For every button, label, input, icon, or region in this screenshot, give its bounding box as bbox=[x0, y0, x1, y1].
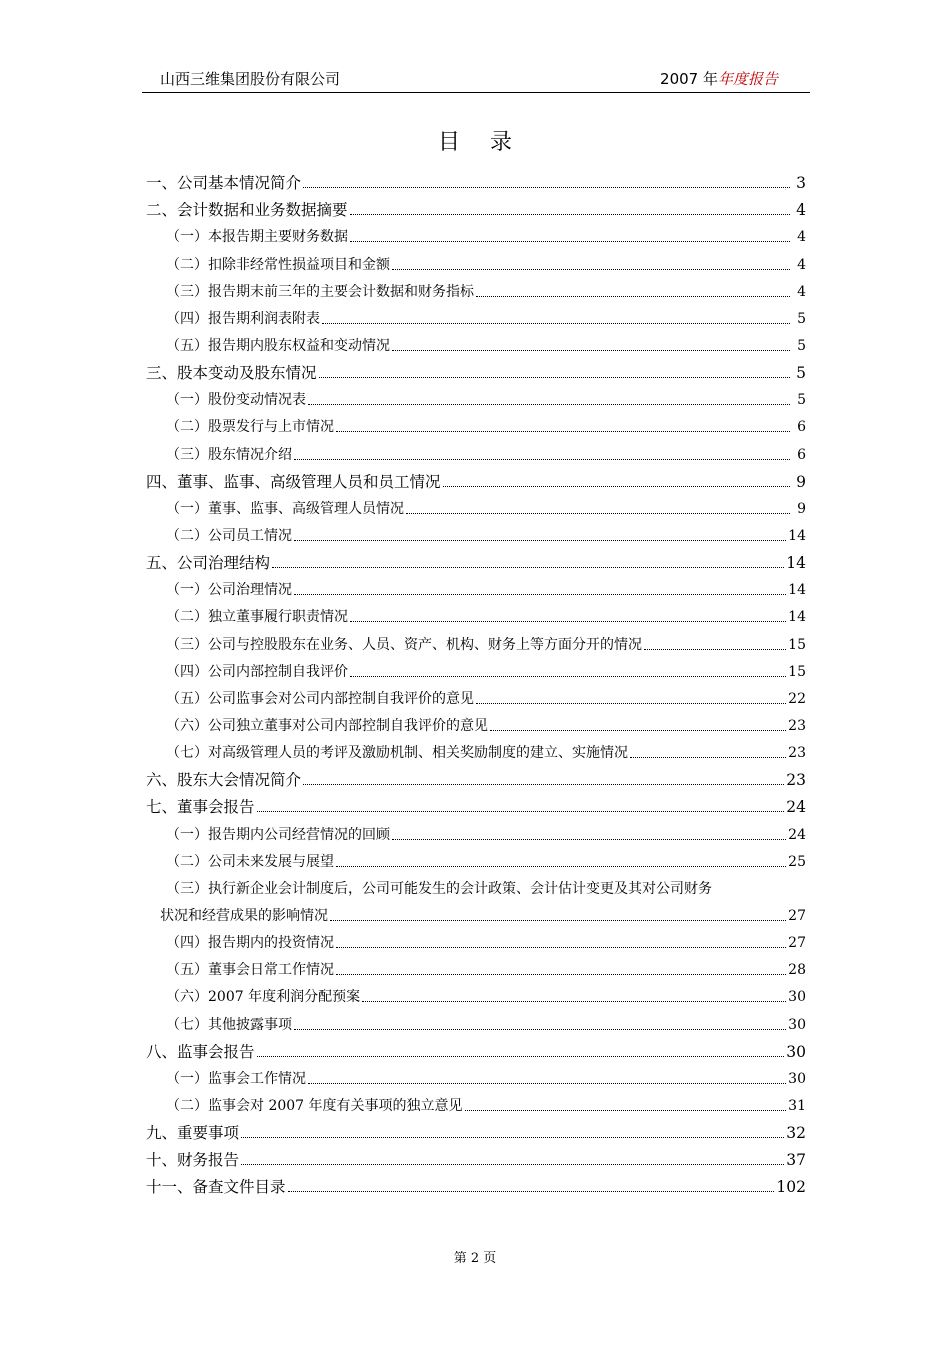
toc-leader-dots bbox=[350, 620, 786, 622]
header-year: 2007 年 bbox=[660, 70, 718, 88]
toc-leader-dots bbox=[465, 1109, 787, 1111]
toc-entry-label: （二）监事会对 2007 年度有关事项的独立意见 bbox=[166, 1097, 463, 1114]
toc-entry-label: （七）对高级管理人员的考评及激励机制、相关奖励制度的建立、实施情况 bbox=[166, 745, 628, 762]
toc-leader-dots bbox=[406, 512, 790, 514]
toc-entry-page: 5 bbox=[796, 364, 806, 383]
toc-leader-dots bbox=[330, 919, 786, 921]
page-header bbox=[142, 64, 810, 93]
toc-leader-dots bbox=[443, 485, 790, 487]
toc-entry-label: （五）董事会日常工作情况 bbox=[166, 962, 334, 979]
toc-entry[interactable] bbox=[142, 546, 810, 573]
toc-entry[interactable] bbox=[142, 1062, 810, 1089]
toc-entry-label: 四、董事、监事、高级管理人员和员工情况 bbox=[146, 472, 441, 491]
toc-entry-page: 27 bbox=[788, 907, 806, 924]
toc-entry-page: 4 bbox=[796, 201, 806, 220]
toc-entry-label: （五）公司监事会对公司内部控制自我评价的意见 bbox=[166, 690, 474, 707]
toc-entry-page: 6 bbox=[797, 446, 806, 463]
toc-entry-label: （三）报告期末前三年的主要会计数据和财务指标 bbox=[166, 283, 474, 300]
toc-entry-label: 五、公司治理结构 bbox=[146, 554, 271, 573]
toc-entry-page: 4 bbox=[797, 229, 806, 246]
toc-entry[interactable] bbox=[142, 193, 810, 220]
toc-entry-page: 22 bbox=[788, 690, 806, 707]
toc-entry-label: 十一、备查文件目录 bbox=[146, 1178, 286, 1197]
toc-leader-dots bbox=[350, 240, 790, 242]
toc-entry[interactable] bbox=[142, 1116, 810, 1143]
toc-entry-label: （三）公司与控股股东在业务、人员、资产、机构、财务上等方面分开的情况 bbox=[166, 636, 642, 653]
toc-entry-page: 14 bbox=[788, 527, 806, 544]
toc-entry-page: 15 bbox=[788, 636, 806, 653]
toc-entry-label: （三）执行新企业会计制度后，公司可能发生的会计政策、会计估计变更及其对公司财务 bbox=[166, 880, 712, 897]
toc-leader-dots bbox=[308, 403, 790, 405]
toc-entry-page: 15 bbox=[788, 663, 806, 680]
toc-entry-label: （二）公司未来发展与展望 bbox=[166, 853, 334, 870]
header-report: 年度报告 bbox=[717, 70, 778, 88]
toc-leader-dots bbox=[257, 1055, 785, 1057]
toc-leader-dots bbox=[257, 810, 785, 812]
toc-entry[interactable] bbox=[142, 166, 810, 193]
page-title: 目录 bbox=[437, 130, 542, 155]
toc-entry[interactable] bbox=[142, 275, 810, 302]
toc-entry-label: （一）股份变动情况表 bbox=[166, 392, 306, 409]
toc-entry-label: （四）公司内部控制自我评价 bbox=[166, 663, 348, 680]
toc-entry-label: （一）公司治理情况 bbox=[166, 582, 292, 599]
toc-entry-label: （六）公司独立董事对公司内部控制自我评价的意见 bbox=[166, 717, 488, 734]
toc-entry[interactable] bbox=[142, 926, 810, 953]
toc-leader-dots bbox=[303, 186, 790, 188]
toc-entry[interactable] bbox=[142, 1007, 810, 1034]
toc-entry-label: 二、会计数据和业务数据摘要 bbox=[146, 201, 348, 220]
toc-entry-page: 23 bbox=[786, 771, 806, 790]
toc-entry-label: 六、股东大会情况简介 bbox=[146, 771, 302, 790]
toc-entry-page: 37 bbox=[786, 1151, 806, 1170]
toc-entry-page: 30 bbox=[788, 1070, 806, 1087]
toc-entry-label: （三）股东情况介绍 bbox=[166, 446, 292, 463]
toc-leader-dots bbox=[392, 349, 790, 351]
toc-entry[interactable] bbox=[142, 437, 810, 464]
toc-entry-page: 14 bbox=[786, 554, 806, 573]
toc-entry-page: 5 bbox=[797, 392, 806, 409]
toc-entry[interactable] bbox=[142, 1143, 810, 1170]
toc-entry[interactable] bbox=[142, 655, 810, 682]
toc-entry-page: 31 bbox=[788, 1097, 806, 1114]
toc-entry[interactable] bbox=[142, 247, 810, 274]
toc-leader-dots bbox=[350, 213, 790, 215]
toc-entry-label: （二）扣除非经常性损益项目和金额 bbox=[166, 256, 390, 273]
toc-entry[interactable] bbox=[142, 709, 810, 736]
toc-entry-label: （二）独立董事履行职责情况 bbox=[166, 609, 348, 626]
toc-leader-dots bbox=[303, 783, 784, 785]
toc-entry-page: 3 bbox=[796, 174, 806, 193]
toc-entry[interactable] bbox=[142, 899, 810, 926]
table-of-contents bbox=[142, 166, 810, 1197]
toc-entry-label: （二）公司员工情况 bbox=[166, 527, 292, 544]
toc-entry[interactable] bbox=[142, 492, 810, 519]
toc-entry-label: （五）报告期内股东权益和变动情况 bbox=[166, 337, 390, 354]
toc-entry-label: 三、股本变动及股东情况 bbox=[146, 364, 317, 383]
header-company: 山西三维集团股份有限公司 bbox=[160, 70, 341, 88]
toc-entry-label: 状况和经营成果的影响情况 bbox=[160, 907, 328, 924]
toc-entry-label: （一）本报告期主要财务数据 bbox=[166, 229, 348, 246]
toc-entry-label: （一）董事、监事、高级管理人员情况 bbox=[166, 500, 404, 517]
toc-entry[interactable] bbox=[142, 953, 810, 980]
toc-entry[interactable] bbox=[142, 356, 810, 383]
toc-entry-label: （二）股票发行与上市情况 bbox=[166, 419, 334, 436]
toc-entry-page: 32 bbox=[786, 1124, 806, 1143]
toc-leader-dots bbox=[350, 675, 786, 677]
toc-entry-page: 5 bbox=[797, 337, 806, 354]
toc-entry[interactable] bbox=[142, 519, 810, 546]
toc-entry[interactable] bbox=[142, 817, 810, 844]
page-number: 第 2 页 bbox=[453, 1251, 497, 1266]
toc-entry[interactable] bbox=[142, 980, 810, 1007]
toc-entry-label: （四）报告期利润表附表 bbox=[166, 310, 320, 327]
toc-entry[interactable] bbox=[142, 410, 810, 437]
toc-leader-dots bbox=[644, 648, 786, 650]
toc-entry[interactable] bbox=[142, 627, 810, 654]
toc-leader-dots bbox=[322, 322, 790, 324]
toc-entry-label: 七、董事会报告 bbox=[146, 798, 255, 817]
toc-leader-dots bbox=[319, 376, 790, 378]
toc-entry[interactable] bbox=[142, 465, 810, 492]
toc-leader-dots bbox=[362, 1000, 786, 1002]
toc-entry[interactable] bbox=[142, 845, 810, 872]
toc-entry-page: 14 bbox=[788, 582, 806, 599]
toc-leader-dots bbox=[630, 756, 786, 758]
toc-entry[interactable] bbox=[142, 682, 810, 709]
toc-entry-label: （六）2007 年度利润分配预案 bbox=[166, 989, 361, 1006]
toc-entry-page: 30 bbox=[786, 1042, 806, 1061]
toc-entry[interactable] bbox=[142, 1089, 810, 1116]
toc-entry-page: 23 bbox=[788, 717, 806, 734]
toc-leader-dots bbox=[288, 1190, 775, 1192]
toc-leader-dots bbox=[490, 729, 786, 731]
toc-leader-dots bbox=[392, 268, 790, 270]
toc-entry[interactable] bbox=[142, 329, 810, 356]
toc-entry[interactable] bbox=[142, 600, 810, 627]
toc-leader-dots bbox=[336, 973, 786, 975]
toc-entry-page: 14 bbox=[788, 609, 806, 626]
toc-entry-page: 4 bbox=[797, 256, 806, 273]
toc-entry-page: 25 bbox=[788, 853, 806, 870]
toc-leader-dots bbox=[294, 1028, 786, 1030]
toc-entry-label: （一）监事会工作情况 bbox=[166, 1070, 306, 1087]
toc-leader-dots bbox=[241, 1163, 784, 1165]
header-report-title bbox=[660, 68, 778, 89]
toc-entry[interactable] bbox=[142, 1035, 810, 1062]
toc-entry-label: 一、公司基本情况简介 bbox=[146, 174, 302, 193]
toc-entry-label: （七）其他披露事项 bbox=[166, 1016, 292, 1033]
toc-entry-page: 102 bbox=[776, 1178, 806, 1197]
toc-entry[interactable] bbox=[142, 736, 810, 763]
toc-leader-dots bbox=[241, 1136, 784, 1138]
toc-entry-page: 24 bbox=[786, 798, 806, 817]
toc-leader-dots bbox=[294, 593, 786, 595]
toc-entry-label: 八、监事会报告 bbox=[146, 1042, 255, 1061]
toc-leader-dots bbox=[308, 1082, 786, 1084]
toc-entry-page: 9 bbox=[797, 500, 806, 517]
toc-leader-dots bbox=[336, 430, 790, 432]
toc-leader-dots bbox=[392, 838, 786, 840]
toc-entry[interactable] bbox=[142, 872, 810, 899]
toc-entry[interactable] bbox=[142, 573, 810, 600]
toc-leader-dots bbox=[336, 946, 786, 948]
toc-entry[interactable] bbox=[142, 220, 810, 247]
toc-leader-dots bbox=[336, 865, 786, 867]
toc-entry-page: 5 bbox=[797, 310, 806, 327]
toc-entry[interactable] bbox=[142, 383, 810, 410]
toc-entry-label: （四）报告期内的投资情况 bbox=[166, 935, 334, 952]
toc-entry-page: 4 bbox=[797, 283, 806, 300]
toc-entry-page: 28 bbox=[788, 962, 806, 979]
toc-leader-dots bbox=[294, 458, 790, 460]
toc-entry[interactable] bbox=[142, 1170, 810, 1197]
toc-leader-dots bbox=[476, 702, 786, 704]
toc-entry-label: 九、重要事项 bbox=[146, 1124, 240, 1143]
toc-entry-page: 23 bbox=[788, 745, 806, 762]
toc-entry-page: 6 bbox=[797, 419, 806, 436]
toc-entry-label: 十、财务报告 bbox=[146, 1151, 240, 1170]
toc-leader-dots bbox=[272, 566, 784, 568]
toc-leader-dots bbox=[476, 295, 790, 297]
toc-entry-page: 30 bbox=[788, 1016, 806, 1033]
toc-entry[interactable] bbox=[142, 763, 810, 790]
toc-entry[interactable] bbox=[142, 302, 810, 329]
toc-entry-page: 30 bbox=[788, 989, 806, 1006]
toc-entry-label: （一）报告期内公司经营情况的回顾 bbox=[166, 826, 390, 843]
toc-entry-page: 24 bbox=[788, 826, 806, 843]
toc-entry[interactable] bbox=[142, 790, 810, 817]
toc-leader-dots bbox=[294, 539, 786, 541]
toc-entry-page: 27 bbox=[788, 935, 806, 952]
toc-entry-page: 9 bbox=[796, 472, 806, 491]
